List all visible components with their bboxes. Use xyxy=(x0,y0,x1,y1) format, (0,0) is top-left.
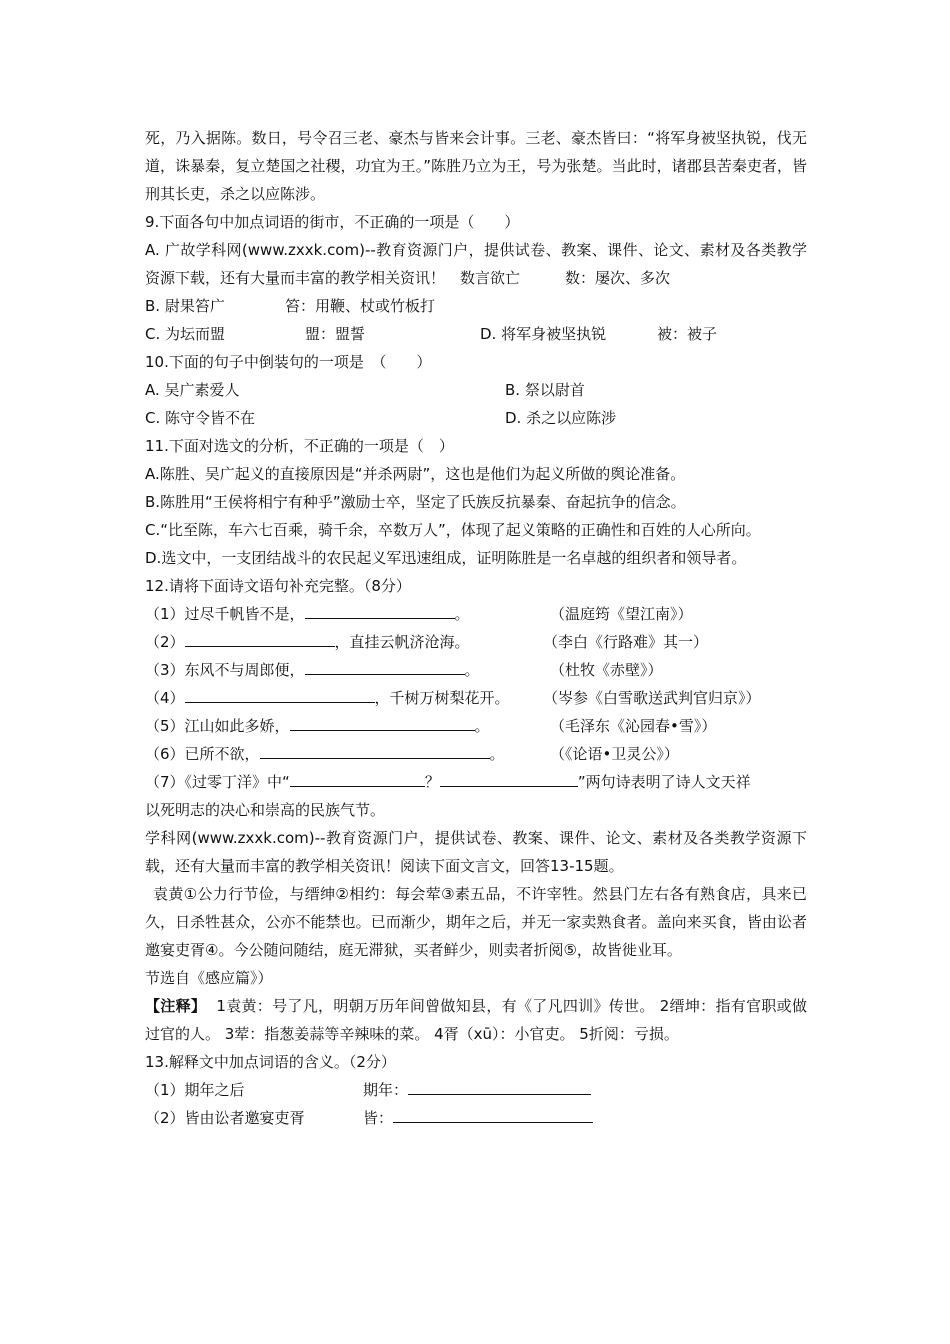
question-13-item-2-label xyxy=(363,1104,593,1132)
poem-line-1 xyxy=(145,600,807,628)
poem-line-4 xyxy=(145,684,807,712)
answer-blank[interactable] xyxy=(290,768,425,787)
answer-blank[interactable] xyxy=(305,600,455,619)
question-9-option-a: A. 广故学科网(www.zxxk.com)--教育资源门户，提供试卷、教案、课件、论文、素材及各类教学资源下载，还有大量而丰富的教学相关资讯！ 数言欲亡 数：屡次、多次 xyxy=(145,241,807,287)
answer-blank[interactable] xyxy=(185,684,375,703)
poem-line-7 xyxy=(145,768,807,796)
answer-blank[interactable] xyxy=(260,740,490,759)
question-9-options-c-d xyxy=(145,320,807,348)
poem-line-5-end: 。 xyxy=(474,717,490,735)
question-9-option-b xyxy=(145,292,807,320)
poem-line-3-end: 。 xyxy=(464,661,480,679)
question-10-option-b: B. 祭以尉首 xyxy=(505,381,585,399)
question-13-item-1 xyxy=(145,1076,807,1104)
annotations xyxy=(145,992,807,1048)
item-2-term: 皆： xyxy=(363,1109,394,1127)
question-13-stem: 13.解释文中加点词语的含义。（2分） xyxy=(145,1053,396,1071)
question-11-option-d: D.选文中，一支团结战斗的农民起义军迅速组成，证明陈胜是一名卓越的组织者和领导者。 xyxy=(145,549,747,567)
option-b-gloss: 笞：用鞭、杖或竹板打 xyxy=(285,297,436,315)
poem-line-2-mid: ，直挂云帆济沧海。 xyxy=(334,633,470,651)
poem-line-5 xyxy=(145,712,807,740)
question-10-stem: 10.下面的句子中倒装句的一项是 （ ） xyxy=(145,353,432,371)
poem-line-3-text: （3）东风不与周郎便， xyxy=(145,661,305,679)
option-d-sentence: D. 将军身被坚执锐 xyxy=(480,325,607,343)
answer-blank[interactable] xyxy=(408,1076,591,1095)
poem-line-6-end: 。 xyxy=(489,745,505,763)
document-content xyxy=(145,124,807,1132)
reading-intro: 学科网(www.zxxk.com)--教育资源门户，提供试卷、教案、课件、论文、素材及各类教学资源下载，还有大量而丰富的教学相关资讯！阅读下面文言文，回答13-15题。 xyxy=(145,829,807,875)
answer-blank[interactable] xyxy=(185,628,335,647)
question-13-item-1-label xyxy=(363,1076,591,1104)
question-10-option-a: A. 吴广素爱人 xyxy=(145,381,240,399)
poem-line-3 xyxy=(145,656,807,684)
option-c-sentence: C. 为坛而盟 xyxy=(145,325,226,343)
poem-line-4-mid: ，千树万树梨花开。 xyxy=(374,689,510,707)
poem-line-3-source: （杜牧《赤壁》） xyxy=(550,661,663,679)
question-11-option-c: C.“比至陈，车六七百乘，骑千余，卒数万人”，体现了起义策略的正确性和百姓的人心所向。 xyxy=(145,521,761,539)
question-11-option-a: A.陈胜、吴广起义的直接原因是“并杀两尉”，这也是他们为起义所做的舆论准备。 xyxy=(145,465,686,483)
question-10-option-c: C. 陈守令皆不在 xyxy=(145,409,256,427)
question-12-stem: 12.请将下面诗文语句补充完整。（8分） xyxy=(145,577,411,595)
poem-line-1-end: 。 xyxy=(454,605,470,623)
poem-line-6 xyxy=(145,740,807,768)
poem-line-2-source: （李白《行路难》其一） xyxy=(543,633,709,651)
poem-line-2 xyxy=(145,628,807,656)
answer-blank[interactable] xyxy=(305,656,465,675)
poem-line-7-question-mark: ？ xyxy=(424,773,440,791)
poem-line-7-continuation: 以死明志的决心和崇高的民族气节。 xyxy=(145,801,386,819)
question-13-item-2 xyxy=(145,1104,807,1132)
poem-line-5-source: （毛泽东《沁园春•雪》） xyxy=(550,717,717,735)
question-10-options-c-d xyxy=(145,404,807,432)
question-10-options-a-b xyxy=(145,376,807,404)
poem-line-1-text: （1）过尽千帆皆不是， xyxy=(145,605,305,623)
answer-blank[interactable] xyxy=(290,712,475,731)
option-d-gloss: 被：被子 xyxy=(657,325,718,343)
passage-source: 节选自《感应篇》） xyxy=(145,969,273,987)
annotations-label: 【注释】 xyxy=(145,997,207,1015)
option-b-sentence: B. 尉果笞广 xyxy=(145,297,225,315)
question-10-option-d: D. 杀之以应陈涉 xyxy=(505,409,617,427)
poem-line-5-text: （5）江山如此多娇， xyxy=(145,717,290,735)
answer-blank[interactable] xyxy=(440,768,578,787)
question-11-stem: 11.下面对选文的分析，不正确的一项是（ ） xyxy=(145,437,454,455)
question-9-stem: 9.下面各句中加点词语的街市，不正确的一项是（ ） xyxy=(145,213,520,231)
poem-line-2-text: （2） xyxy=(145,633,185,651)
poem-line-7-tail-part: ”两句诗表明了诗人文天祥 xyxy=(577,773,751,791)
question-11-option-b: B.陈胜用“王侯将相宁有种乎”激励士卒，坚定了氏族反抗暴秦、奋起抗争的信念。 xyxy=(145,493,686,511)
option-c-gloss: 盟：盟誓 xyxy=(305,325,366,343)
poem-line-6-text: （6）已所不欲， xyxy=(145,745,260,763)
answer-blank[interactable] xyxy=(393,1104,593,1123)
passage-yuan-huang: 袁黄①公力行节俭，与缙绅②相约：每会荤③素五品，不许宰牲。然县门左右各有熟食店，具来已久，日杀牲甚众，公亦不能禁也。已而渐少，期年之后，并无一家卖熟食者。盖向来买食，皆由讼者邀宴吏胥④。今公随问随结，庭无滞狱，买者鲜少，则卖者折阅⑤，故皆徙业耳。 xyxy=(145,885,807,959)
question-13-item-2-phrase: （2）皆由讼者邀宴吏胥 xyxy=(145,1109,305,1127)
poem-line-4-source: （岑参《白雪歌送武判官归京》） xyxy=(543,689,761,707)
item-1-term: 期年： xyxy=(363,1081,409,1099)
poem-line-6-source: （《论语•卫灵公》） xyxy=(550,745,679,763)
annotations-text: 1袁黄：号了凡，明朝万历年间曾做知县，有《了凡四训》传世。 2缙坤：指有官职或做过官的人。 3荤：指葱姜蒜等辛辣味的菜。 4胥（xū）：小官吏。 5折阅：亏损。 xyxy=(145,997,807,1043)
poem-line-7-lead: （7）《过零丁洋》中“ xyxy=(145,773,290,791)
passage-chen-sheng: 死，乃入据陈。数日，号令召三老、豪杰与皆来会计事。三老、豪杰皆曰：“将军身被坚执锐，伐无道，诛暴秦，复立楚国之社稷，功宜为王。”陈胜乃立为王，号为张楚。当此时，诸郡县苦秦吏者，皆刑其长吏，杀之以应陈涉。 xyxy=(145,129,807,203)
question-13-item-1-phrase: （1）期年之后 xyxy=(145,1081,245,1099)
poem-line-4-text: （4） xyxy=(145,689,185,707)
poem-line-1-source: （温庭筠《望江南》） xyxy=(550,605,693,623)
